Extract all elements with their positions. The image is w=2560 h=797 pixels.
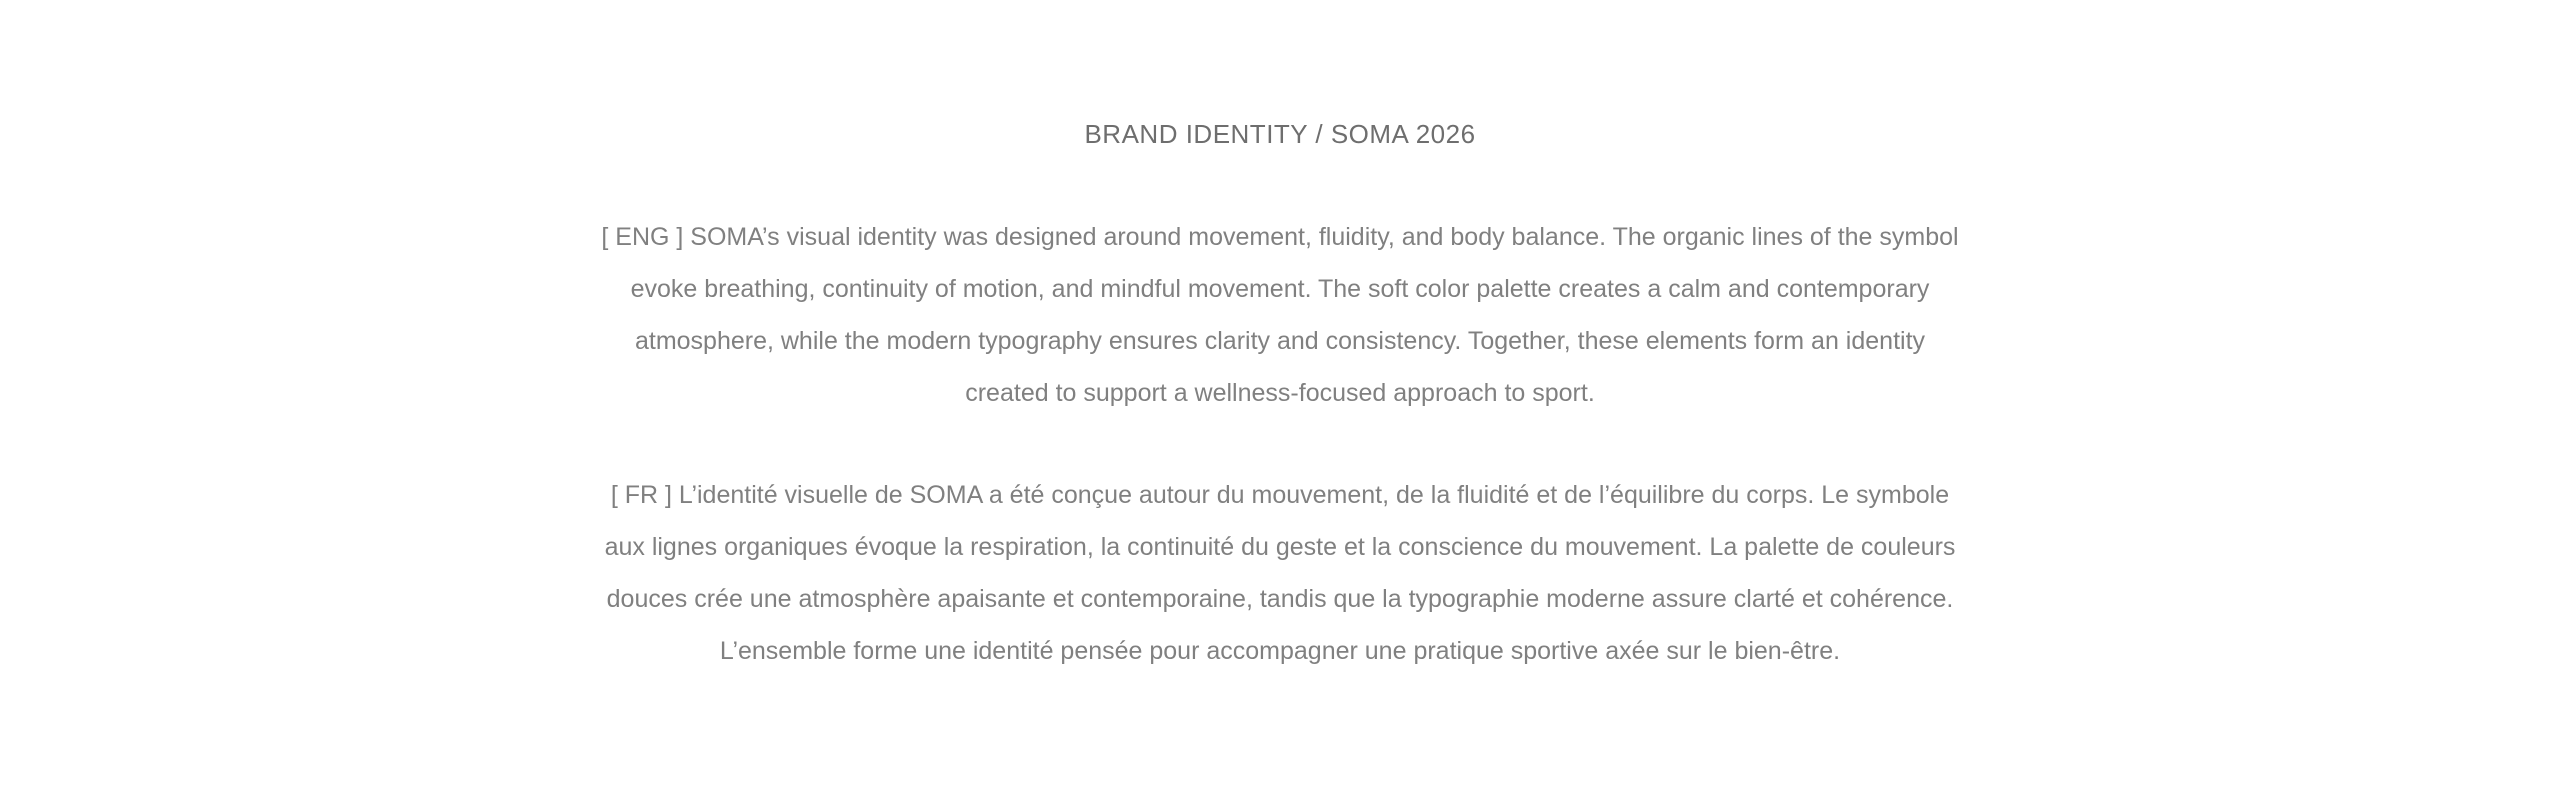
french-description	[520, 469, 2040, 677]
french-line-2: aux lignes organiques évoque la respiration, la continuité du geste et la conscience du mouvement. La palette de couleurs	[604, 533, 1956, 561]
french-line-1: [ FR ] L’identité visuelle de SOMA a été conçue autour du mouvement, de la fluidité et de l’équilibre du corps. Le symbole	[610, 481, 1950, 509]
english-description	[520, 211, 2040, 419]
english-line-1: [ ENG ] SOMA’s visual identity was designed around movement, fluidity, and body balance. The organic lines of the symbol	[601, 223, 1959, 251]
english-line-3: atmosphere, while the modern typography ensures clarity and consistency. Together, these elements form an identity	[634, 327, 1926, 355]
french-line-3: douces crée une atmosphère apaisante et contemporaine, tandis que la typographie moderne assure clarté et cohérence.	[606, 585, 1954, 613]
english-line-2: evoke breathing, continuity of motion, and mindful movement. The soft color palette creates a calm and contemporary	[630, 275, 1930, 303]
page-title: BRAND IDENTITY / SOMA 2026	[1084, 119, 1476, 149]
english-line-4: created to support a wellness-focused approach to sport.	[965, 379, 1595, 407]
french-line-4: L’ensemble forme une identité pensée pour accompagner une pratique sportive axée sur le bien-être.	[719, 637, 1841, 665]
